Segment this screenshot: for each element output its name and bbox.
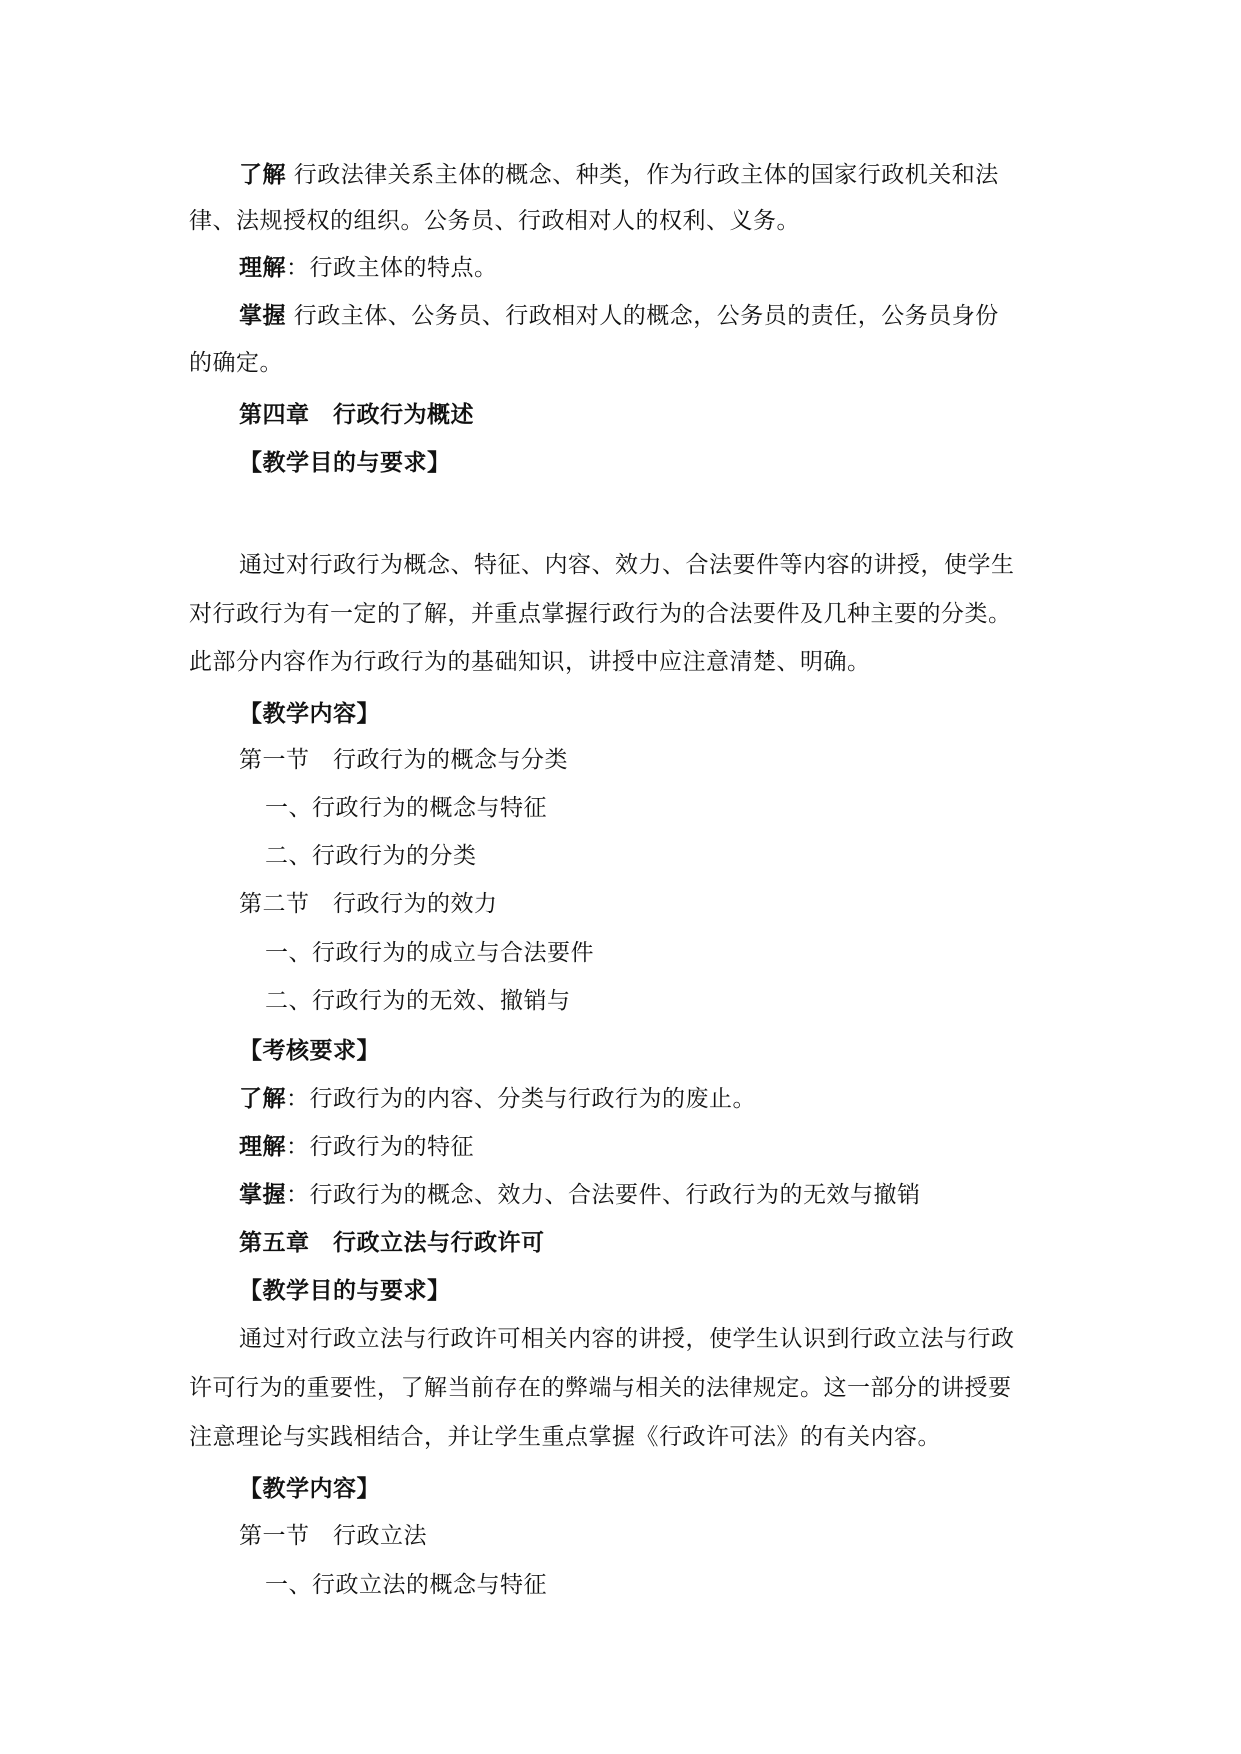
label-liaojie: 了解 bbox=[239, 162, 286, 188]
ch4-assess-understand bbox=[239, 1084, 756, 1114]
ch4-goal-para-line-1: 通过对行政行为概念、特征、内容、效力、合法要件等内容的讲授，使学生 bbox=[239, 552, 1015, 578]
ch4-assess-comprehend bbox=[239, 1132, 474, 1162]
ch4-goal-para-line-3: 此部分内容作为行政行为的基础知识，讲授中应注意清楚、明确。 bbox=[189, 649, 871, 675]
ch5-goal-para-line-2: 许可行为的重要性，了解当前存在的弊端与相关的法律规定。这一部分的讲授要 bbox=[189, 1375, 1012, 1401]
ch4-goal-heading: 【教学目的与要求】 bbox=[239, 450, 451, 476]
ch4-section-2-item-2: 二、行政行为的无效、撤销与 bbox=[265, 988, 571, 1014]
ch5-goal-para-line-1: 通过对行政立法与行政许可相关内容的讲授，使学生认识到行政立法与行政 bbox=[239, 1326, 1015, 1352]
text-lijie: ：行政行为的特征 bbox=[286, 1134, 474, 1160]
text-zhangwo: ：行政行为的概念、效力、合法要件、行政行为的无效与撤销 bbox=[286, 1182, 921, 1208]
chapter-4-title: 第四章 行政行为概述 bbox=[239, 402, 474, 428]
label-lijie: 理解 bbox=[239, 1134, 286, 1160]
text-zhangwo: 行政主体、公务员、行政相对人的概念，公务员的责任，公务员身份 bbox=[286, 303, 999, 329]
assess-master-line bbox=[239, 301, 999, 331]
ch4-section-1: 第一节 行政行为的概念与分类 bbox=[239, 747, 568, 773]
assess-understand-line bbox=[239, 160, 999, 190]
text-lijie: ：行政主体的特点。 bbox=[286, 255, 498, 281]
ch5-goal-para-line-3: 注意理论与实践相结合，并让学生重点掌握《行政许可法》的有关内容。 bbox=[189, 1424, 941, 1450]
ch5-section-1-item-1: 一、行政立法的概念与特征 bbox=[265, 1572, 547, 1598]
assess-comprehend-line bbox=[239, 253, 498, 283]
assess-master-cont: 的确定。 bbox=[189, 350, 283, 376]
ch4-assess-heading: 【考核要求】 bbox=[239, 1038, 380, 1064]
chapter-5-title: 第五章 行政立法与行政许可 bbox=[239, 1230, 545, 1256]
ch5-section-1: 第一节 行政立法 bbox=[239, 1523, 427, 1549]
label-liaojie: 了解 bbox=[239, 1086, 286, 1112]
text-liaojie: 行政法律关系主体的概念、种类，作为行政主体的国家行政机关和法 bbox=[286, 162, 999, 188]
label-zhangwo: 掌握 bbox=[239, 1182, 286, 1208]
ch4-section-2: 第二节 行政行为的效力 bbox=[239, 891, 498, 917]
ch4-section-1-item-2: 二、行政行为的分类 bbox=[265, 843, 477, 869]
ch4-assess-master bbox=[239, 1180, 921, 1210]
ch5-goal-heading: 【教学目的与要求】 bbox=[239, 1278, 451, 1304]
label-zhangwo: 掌握 bbox=[239, 303, 286, 329]
ch5-content-heading: 【教学内容】 bbox=[239, 1476, 380, 1502]
ch4-section-2-item-1: 一、行政行为的成立与合法要件 bbox=[265, 940, 594, 966]
assess-understand-cont: 律、法规授权的组织。公务员、行政相对人的权利、义务。 bbox=[189, 208, 800, 234]
text-liaojie: ：行政行为的内容、分类与行政行为的废止。 bbox=[286, 1086, 756, 1112]
ch4-section-1-item-1: 一、行政行为的概念与特征 bbox=[265, 795, 547, 821]
ch4-goal-para-line-2: 对行政行为有一定的了解，并重点掌握行政行为的合法要件及几种主要的分类。 bbox=[189, 601, 1012, 627]
ch4-content-heading: 【教学内容】 bbox=[239, 701, 380, 727]
label-lijie: 理解 bbox=[239, 255, 286, 281]
